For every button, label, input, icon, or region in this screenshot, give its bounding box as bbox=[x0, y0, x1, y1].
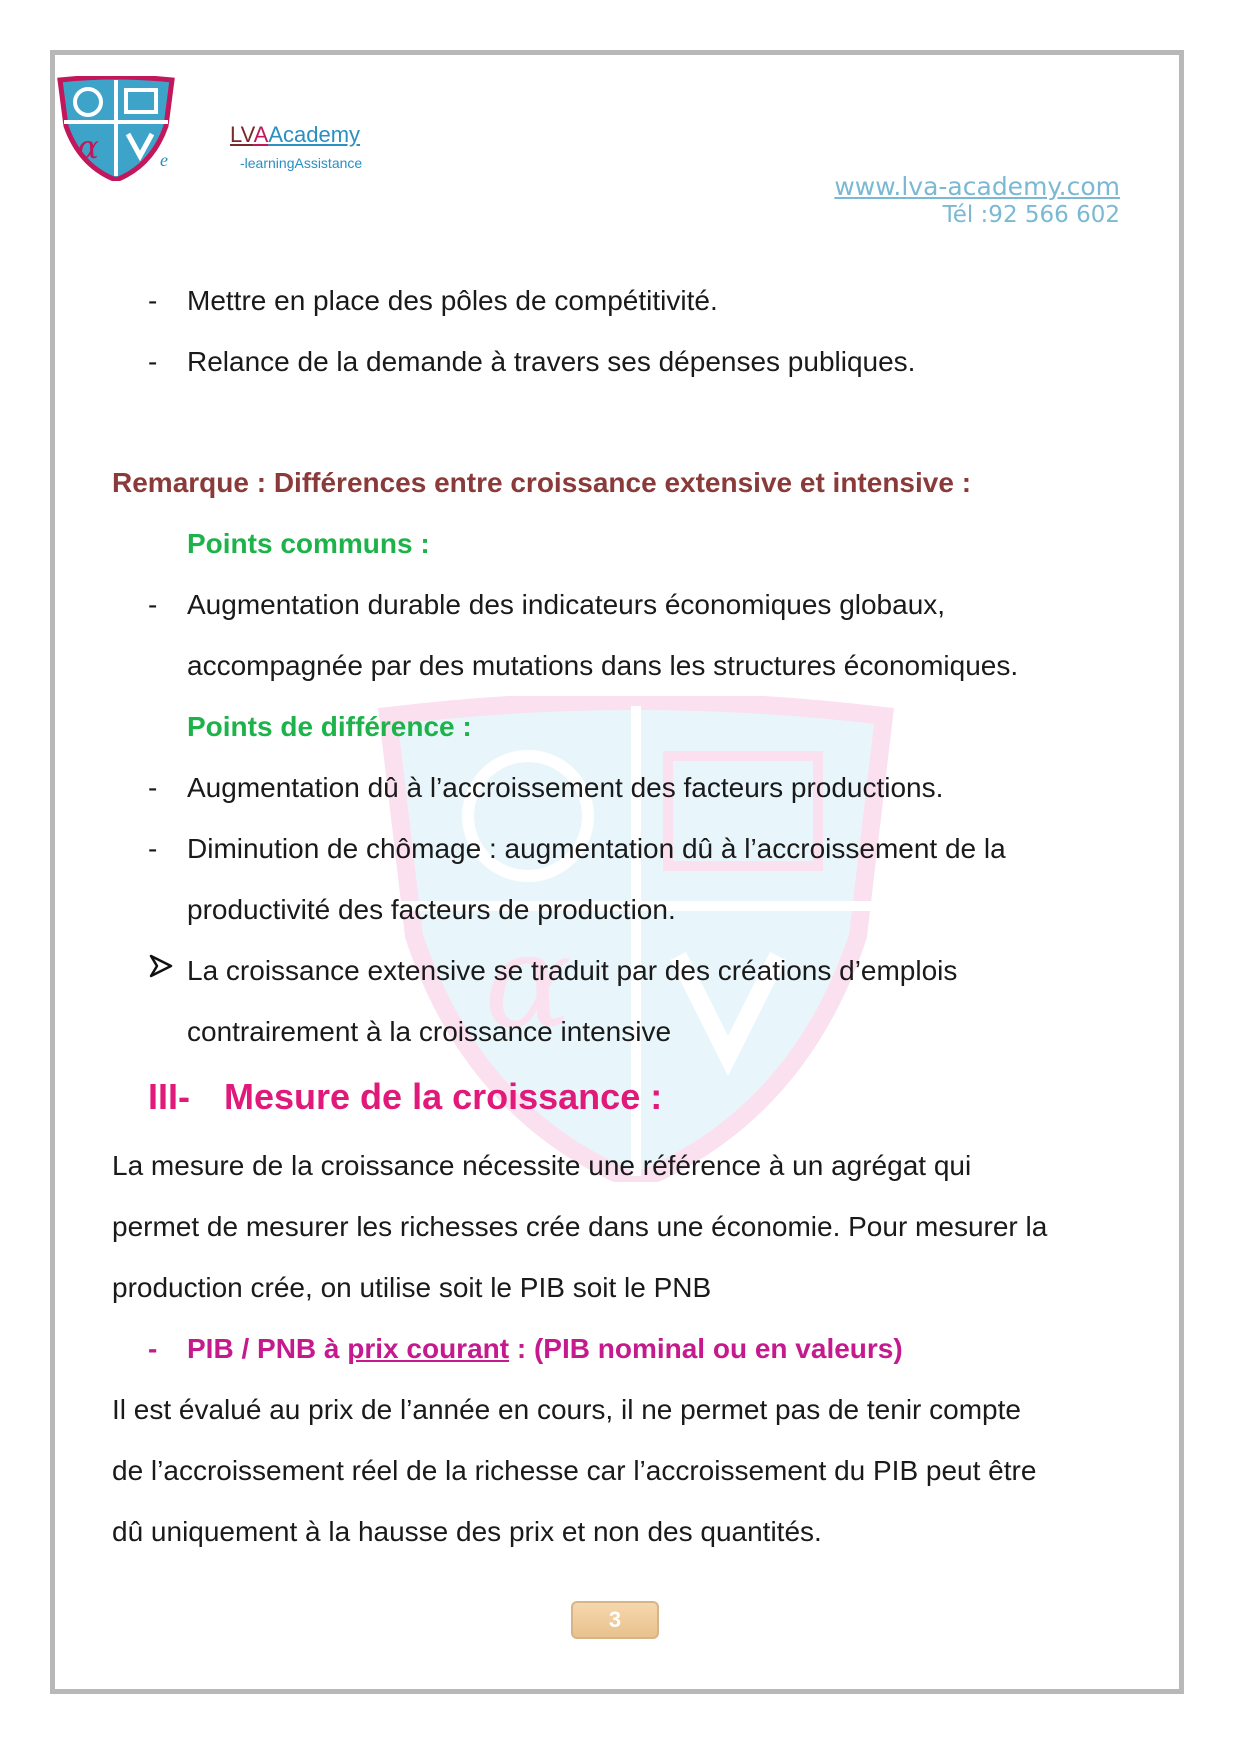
website-link[interactable]: www.lva-academy.com bbox=[834, 172, 1120, 201]
brand-e-mark: e bbox=[160, 150, 168, 170]
paragraph-line: de l’accroissement réel de la richesse car l’accroissement du PIB peut être bbox=[112, 1455, 1037, 1486]
arrow-point-text: La croissance extensive se traduit par des créations d’emplois bbox=[187, 955, 958, 986]
svg-text:α: α bbox=[484, 905, 572, 1057]
points-difference-title: Points de différence : bbox=[187, 711, 472, 742]
bullet-dash: - bbox=[148, 589, 158, 620]
svg-text:α: α bbox=[77, 128, 99, 166]
bullet-text: Augmentation dû à l’accroissement des facteurs productions. bbox=[187, 772, 944, 803]
paragraph-line: La mesure de la croissance nécessite une référence à un agrégat qui bbox=[112, 1150, 972, 1181]
bullet-dash: - bbox=[148, 833, 158, 864]
paragraph-line: Il est évalué au prix de l’année en cours, il ne permet pas de tenir compte bbox=[112, 1394, 1021, 1425]
lva-academy-logo bbox=[56, 76, 176, 181]
arrow-point-text-continued: contrairement à la croissance intensive bbox=[187, 1016, 672, 1047]
paragraph-line: permet de mesurer les richesses crée dans une économie. Pour mesurer la bbox=[112, 1211, 1048, 1242]
bullet-text: Mettre en place des pôles de compétitivité. bbox=[187, 285, 718, 316]
remarque-heading: Remarque : Différences entre croissance extensive et intensive : bbox=[112, 467, 972, 498]
brand-subtitle: -learningAssistance bbox=[240, 155, 363, 171]
bullet-text: Diminution de chômage : augmentation dû à l’accroissement de la bbox=[187, 833, 1006, 864]
section-number: III- bbox=[148, 1076, 190, 1117]
pib-prix-courant-heading: PIB / PNB à prix courant : (PIB nominal ou en valeurs) bbox=[187, 1333, 903, 1364]
section-title: Mesure de la croissance : bbox=[224, 1076, 663, 1117]
bullet-dash: - bbox=[148, 772, 158, 803]
paragraph-line: dû uniquement à la hausse des prix et non des quantités. bbox=[112, 1516, 822, 1547]
bullet-dash: - bbox=[148, 285, 158, 316]
brand-name: LVAAcademy bbox=[230, 122, 361, 147]
bullet-dash: - bbox=[148, 1333, 158, 1364]
phone-number: Tél :92 566 602 bbox=[942, 202, 1120, 228]
bullet-text-continued: productivité des facteurs de production. bbox=[187, 894, 676, 925]
arrow-bullet-icon bbox=[148, 953, 174, 979]
bullet-dash: - bbox=[148, 346, 158, 377]
bullet-text: Relance de la demande à travers ses dépenses publiques. bbox=[187, 346, 916, 377]
points-communs-title: Points communs : bbox=[187, 528, 430, 559]
bullet-text-continued: accompagnée par des mutations dans les structures économiques. bbox=[187, 650, 1019, 681]
paragraph-line: production crée, on utilise soit le PIB soit le PNB bbox=[112, 1272, 712, 1303]
page-number: 3 bbox=[571, 1601, 659, 1639]
bullet-text: Augmentation durable des indicateurs économiques globaux, bbox=[187, 589, 946, 620]
